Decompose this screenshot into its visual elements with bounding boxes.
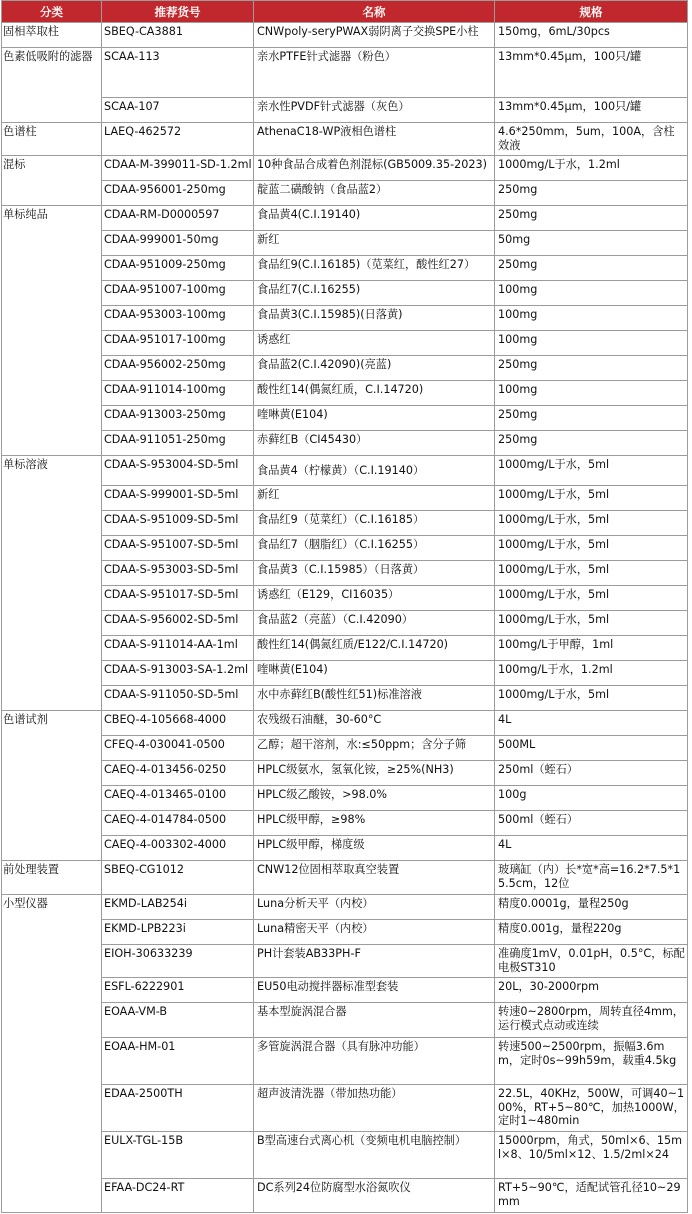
code-cell: CAEQ-4-014784-0500 bbox=[102, 811, 254, 836]
spec-cell: 1000mg/L于水，5ml bbox=[495, 486, 688, 511]
table-row bbox=[2, 406, 688, 431]
code-cell: CDAA-S-953004-SD-5ml bbox=[102, 456, 254, 486]
table-row bbox=[2, 786, 688, 811]
code-cell: EDAA-2500TH bbox=[102, 1085, 254, 1132]
table-row bbox=[2, 23, 688, 48]
spec-cell: 250mg bbox=[495, 256, 688, 281]
spec-cell: 250ml（蛭石） bbox=[495, 761, 688, 786]
table-row bbox=[2, 686, 688, 711]
header-code: 推荐货号 bbox=[102, 1, 254, 23]
spec-cell: 1000mg/L于水，5ml bbox=[495, 511, 688, 536]
code-cell: SBEQ-CA3881 bbox=[102, 23, 254, 48]
spec-cell: 精度0.0001g，量程250g bbox=[495, 895, 688, 920]
name-cell: 10种食品合成着色剂混标(GB5009.35-2023) bbox=[254, 156, 495, 181]
code-cell: CAEQ-4-003302-4000 bbox=[102, 836, 254, 861]
table-row bbox=[2, 920, 688, 945]
name-cell: 诱惑红（E129，CI16035） bbox=[254, 586, 495, 611]
code-cell: CDAA-911051-250mg bbox=[102, 431, 254, 456]
code-cell: CDAA-S-951007-SD-5ml bbox=[102, 536, 254, 561]
name-cell: 赤藓红B（CI45430） bbox=[254, 431, 495, 456]
code-cell: CDAA-S-951017-SD-5ml bbox=[102, 586, 254, 611]
code-cell: EKMD-LAB254i bbox=[102, 895, 254, 920]
code-cell: EIOH-30633239 bbox=[102, 945, 254, 978]
spec-cell: 1000mg/L于水，1.2ml bbox=[495, 156, 688, 181]
table-row bbox=[2, 661, 688, 686]
code-cell: ESFL-6222901 bbox=[102, 978, 254, 1003]
table-row bbox=[2, 381, 688, 406]
table-row bbox=[2, 456, 688, 486]
name-cell: 食品红7(C.I.16255) bbox=[254, 281, 495, 306]
name-cell: 农残级石油醚，30-60°C bbox=[254, 711, 495, 736]
code-cell: EOAA-VM-B bbox=[102, 1003, 254, 1038]
name-cell: 多管旋涡混合器（具有脉冲功能） bbox=[254, 1038, 495, 1085]
category-cell: 单标溶液 bbox=[2, 456, 102, 711]
table-row bbox=[2, 1038, 688, 1085]
spec-cell: 500ML bbox=[495, 736, 688, 761]
spec-cell: 100mg bbox=[495, 306, 688, 331]
table-row bbox=[2, 48, 688, 98]
name-cell: 亲水性PVDF针式滤器（灰色） bbox=[254, 98, 495, 123]
name-cell: 食品黄4(C.I.19140) bbox=[254, 206, 495, 231]
category-cell: 色谱试剂 bbox=[2, 711, 102, 861]
spec-cell: 250mg bbox=[495, 181, 688, 206]
code-cell: SCAA-107 bbox=[102, 98, 254, 123]
spec-cell: 20L，30-2000rpm bbox=[495, 978, 688, 1003]
table-row bbox=[2, 1132, 688, 1179]
spec-cell: 50mg bbox=[495, 231, 688, 256]
spec-cell: 100mg bbox=[495, 381, 688, 406]
code-cell: EOAA-HM-01 bbox=[102, 1038, 254, 1085]
table-row bbox=[2, 861, 688, 895]
spec-cell: 250mg bbox=[495, 356, 688, 381]
name-cell: 喹啉黄(E104) bbox=[254, 661, 495, 686]
table-row bbox=[2, 156, 688, 181]
spec-cell: 100mg/L于水，1.2ml bbox=[495, 661, 688, 686]
header-category: 分类 bbox=[2, 1, 102, 23]
code-cell: LAEQ-462572 bbox=[102, 123, 254, 156]
table-row bbox=[2, 636, 688, 661]
spec-cell: 100mg bbox=[495, 281, 688, 306]
table-row bbox=[2, 123, 688, 156]
name-cell: PH计套装AB33PH-F bbox=[254, 945, 495, 978]
spec-cell: 转速500~2500rpm，振幅3.6mm，定时0s~99h59m，载重4.5kg bbox=[495, 1038, 688, 1085]
code-cell: CDAA-956001-250mg bbox=[102, 181, 254, 206]
name-cell: 食品黄3(C.I.15985)(日落黄) bbox=[254, 306, 495, 331]
code-cell: EULX-TGL-15B bbox=[102, 1132, 254, 1179]
name-cell: DC系列24位防腐型水浴氮吹仪 bbox=[254, 1179, 495, 1213]
name-cell: HPLC级甲醇，梯度级 bbox=[254, 836, 495, 861]
spec-cell: RT+5~90℃，适配试管孔径10~29mm bbox=[495, 1179, 688, 1213]
code-cell: CDAA-911014-100mg bbox=[102, 381, 254, 406]
table-row bbox=[2, 945, 688, 978]
category-cell: 小型仪器 bbox=[2, 895, 102, 1213]
spec-cell: 13mm*0.45μm，100只/罐 bbox=[495, 98, 688, 123]
category-cell: 单标纯品 bbox=[2, 206, 102, 456]
name-cell: CNW12位固相萃取真空装置 bbox=[254, 861, 495, 895]
name-cell: 乙醇；超干溶剂，水:≤50ppm；含分子筛 bbox=[254, 736, 495, 761]
code-cell: CDAA-S-911014-AA-1ml bbox=[102, 636, 254, 661]
code-cell: CAEQ-4-013456-0250 bbox=[102, 761, 254, 786]
table-row bbox=[2, 711, 688, 736]
spec-cell: 准确度1mV，0.01pH，0.5°C，标配电极ST310 bbox=[495, 945, 688, 978]
name-cell: 食品蓝2(C.I.42090)(亮蓝) bbox=[254, 356, 495, 381]
table-row bbox=[2, 611, 688, 636]
category-cell: 色素低吸附的滤器 bbox=[2, 48, 102, 123]
spec-cell: 250mg bbox=[495, 406, 688, 431]
code-cell: SBEQ-CG1012 bbox=[102, 861, 254, 895]
category-cell: 前处理装置 bbox=[2, 861, 102, 895]
product-table bbox=[1, 0, 688, 1213]
name-cell: 靛蓝二磺酸钠（食品蓝2） bbox=[254, 181, 495, 206]
spec-cell: 150mg，6mL/30pcs bbox=[495, 23, 688, 48]
code-cell: CDAA-S-953003-SD-5ml bbox=[102, 561, 254, 586]
name-cell: Luna分析天平（内校） bbox=[254, 895, 495, 920]
table-row bbox=[2, 1179, 688, 1213]
name-cell: 食品红9（苋菜红）（C.I.16185） bbox=[254, 511, 495, 536]
name-cell: 基本型旋涡混合器 bbox=[254, 1003, 495, 1038]
table-row bbox=[2, 431, 688, 456]
code-cell: CDAA-S-999001-SD-5ml bbox=[102, 486, 254, 511]
header-name: 名称 bbox=[254, 1, 495, 23]
table-row bbox=[2, 98, 688, 123]
header-row bbox=[2, 1, 688, 23]
code-cell: CDAA-913003-250mg bbox=[102, 406, 254, 431]
spec-cell: 250mg bbox=[495, 206, 688, 231]
spec-cell: 100mg bbox=[495, 331, 688, 356]
table-row bbox=[2, 356, 688, 381]
table-row bbox=[2, 895, 688, 920]
table-row bbox=[2, 231, 688, 256]
code-cell: EFAA-DC24-RT bbox=[102, 1179, 254, 1213]
spec-cell: 100mg/L于甲醇，1ml bbox=[495, 636, 688, 661]
code-cell: CDAA-951009-250mg bbox=[102, 256, 254, 281]
name-cell: 诱惑红 bbox=[254, 331, 495, 356]
code-cell: SCAA-113 bbox=[102, 48, 254, 98]
code-cell: CDAA-M-399011-SD-1.2ml bbox=[102, 156, 254, 181]
code-cell: CAEQ-4-013465-0100 bbox=[102, 786, 254, 811]
spec-cell: 500ml（蛭石） bbox=[495, 811, 688, 836]
code-cell: CDAA-999001-50mg bbox=[102, 231, 254, 256]
code-cell: CDAA-951017-100mg bbox=[102, 331, 254, 356]
name-cell: 喹啉黄(E104) bbox=[254, 406, 495, 431]
name-cell: EU50电动搅拌器标准型套装 bbox=[254, 978, 495, 1003]
table-row bbox=[2, 1003, 688, 1038]
name-cell: 水中赤藓红B(酸性红51)标准溶液 bbox=[254, 686, 495, 711]
table-row bbox=[2, 978, 688, 1003]
name-cell: CNWpoly-seryPWAX弱阴离子交换SPE小柱 bbox=[254, 23, 495, 48]
table-row bbox=[2, 761, 688, 786]
spec-cell: 250mg bbox=[495, 431, 688, 456]
name-cell: HPLC级甲醇，≥98% bbox=[254, 811, 495, 836]
name-cell: 亲水PTFE针式滤器（粉色） bbox=[254, 48, 495, 98]
spec-cell: 1000mg/L于水，5ml bbox=[495, 686, 688, 711]
name-cell: B型高速台式离心机（变频电机电脑控制） bbox=[254, 1132, 495, 1179]
code-cell: CDAA-RM-D0000597 bbox=[102, 206, 254, 231]
spec-cell: 4.6*250mm，5um，100A，含柱效液 bbox=[495, 123, 688, 156]
table-row bbox=[2, 511, 688, 536]
spec-cell: 1000mg/L于水，5ml bbox=[495, 586, 688, 611]
table-row bbox=[2, 811, 688, 836]
name-cell: 超声波清洗器（带加热功能） bbox=[254, 1085, 495, 1132]
name-cell: 新红 bbox=[254, 231, 495, 256]
name-cell: 食品黄3（C.I.15985）（日落黄） bbox=[254, 561, 495, 586]
spec-cell: 15000rpm，角式，50ml×6、15ml×8、10/5ml×12、1.5/2ml×24 bbox=[495, 1132, 688, 1179]
name-cell: 酸性红14(偶氮红质/E122/C.I.14720) bbox=[254, 636, 495, 661]
name-cell: HPLC级乙酸铵，>98.0% bbox=[254, 786, 495, 811]
table-row bbox=[2, 206, 688, 231]
table-row bbox=[2, 536, 688, 561]
table-row bbox=[2, 256, 688, 281]
spec-cell: 22.5L，40KHz，500W，可调40~100%，RT+5~80℃，加热1000W，定时1~480min bbox=[495, 1085, 688, 1132]
category-cell: 混标 bbox=[2, 156, 102, 206]
code-cell: CDAA-956002-250mg bbox=[102, 356, 254, 381]
table-body bbox=[2, 23, 688, 1213]
category-cell: 固相萃取柱 bbox=[2, 23, 102, 48]
code-cell: EKMD-LPB223i bbox=[102, 920, 254, 945]
name-cell: 食品红9(C.I.16185)（苋菜红，酸性红27） bbox=[254, 256, 495, 281]
table-row bbox=[2, 306, 688, 331]
table-row bbox=[2, 331, 688, 356]
spec-cell: 转速0~2800rpm，周转直径4mm，运行模式点动或连续 bbox=[495, 1003, 688, 1038]
code-cell: CDAA-S-913003-SA-1.2ml bbox=[102, 661, 254, 686]
name-cell: AthenaC18-WP液相色谱柱 bbox=[254, 123, 495, 156]
table-row bbox=[2, 736, 688, 761]
spec-cell: 1000mg/L于水，5ml bbox=[495, 456, 688, 486]
table-row bbox=[2, 1085, 688, 1132]
table-row bbox=[2, 561, 688, 586]
name-cell: HPLC级氨水，氢氧化铵，≥25%(NH3) bbox=[254, 761, 495, 786]
code-cell: CBEQ-4-105668-4000 bbox=[102, 711, 254, 736]
spec-cell: 100g bbox=[495, 786, 688, 811]
spec-cell: 4L bbox=[495, 836, 688, 861]
name-cell: 食品蓝2（亮蓝）（C.I.42090） bbox=[254, 611, 495, 636]
table-row bbox=[2, 281, 688, 306]
table-row bbox=[2, 836, 688, 861]
spec-cell: 4L bbox=[495, 711, 688, 736]
table-row bbox=[2, 586, 688, 611]
code-cell: CDAA-S-956002-SD-5ml bbox=[102, 611, 254, 636]
spec-cell: 精度0.001g，量程220g bbox=[495, 920, 688, 945]
header-spec: 规格 bbox=[495, 1, 688, 23]
name-cell: 食品黄4（柠檬黄）（C.I.19140） bbox=[254, 456, 495, 486]
category-cell: 色谱柱 bbox=[2, 123, 102, 156]
name-cell: 食品红7（胭脂红）（C.I.16255） bbox=[254, 536, 495, 561]
code-cell: CDAA-953003-100mg bbox=[102, 306, 254, 331]
spec-cell: 1000mg/L于水，5ml bbox=[495, 611, 688, 636]
name-cell: 新红 bbox=[254, 486, 495, 511]
spec-cell: 1000mg/L于水，5ml bbox=[495, 561, 688, 586]
name-cell: 酸性红14(偶氮红质，C.I.14720) bbox=[254, 381, 495, 406]
code-cell: CDAA-S-951009-SD-5ml bbox=[102, 511, 254, 536]
code-cell: CFEQ-4-030041-0500 bbox=[102, 736, 254, 761]
table-row bbox=[2, 486, 688, 511]
spec-cell: 玻璃缸（内）长*宽*高=16.2*7.5*15.5cm，12位 bbox=[495, 861, 688, 895]
spec-cell: 13mm*0.45μm，100只/罐 bbox=[495, 48, 688, 98]
code-cell: CDAA-S-911050-SD-5ml bbox=[102, 686, 254, 711]
spec-cell: 1000mg/L于水，5ml bbox=[495, 536, 688, 561]
name-cell: Luna精密天平（内校） bbox=[254, 920, 495, 945]
table-row bbox=[2, 181, 688, 206]
code-cell: CDAA-951007-100mg bbox=[102, 281, 254, 306]
